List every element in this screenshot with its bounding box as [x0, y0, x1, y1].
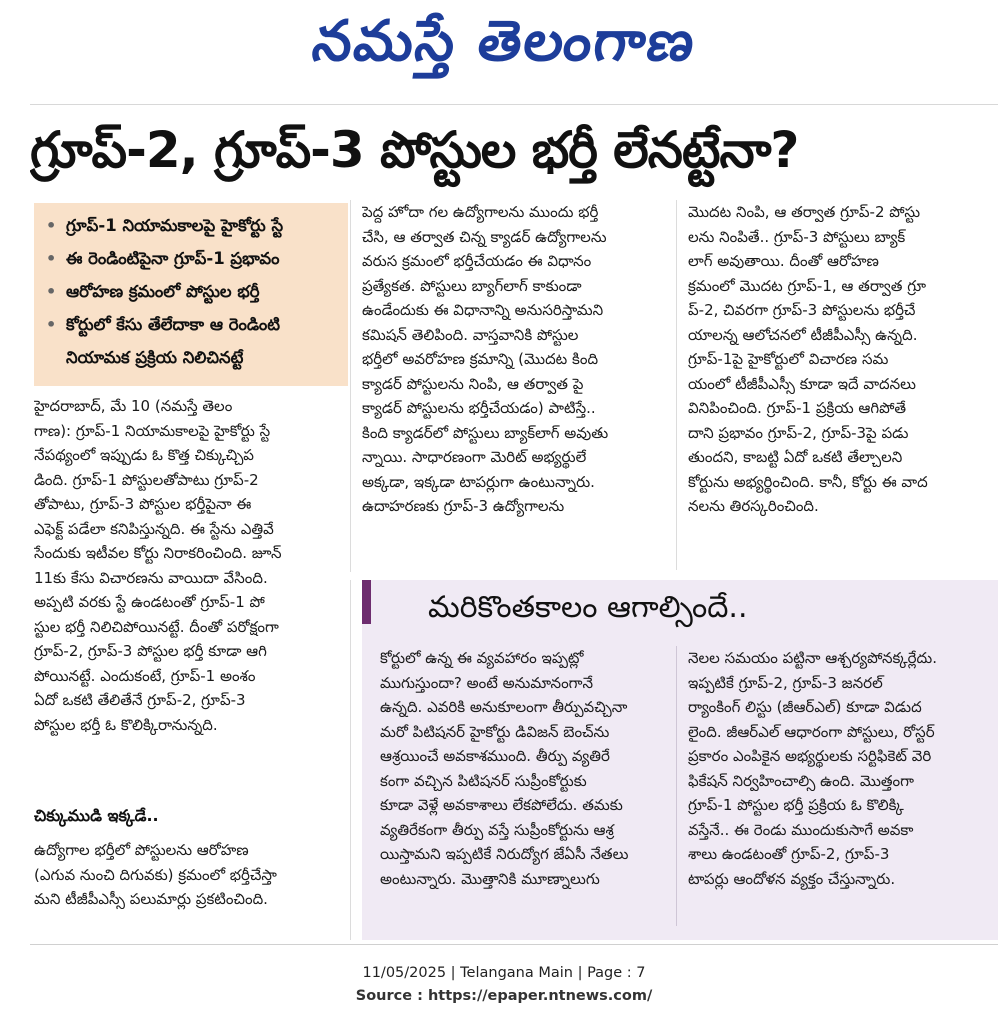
- text-line: తోపాటు, గ్రూప్‌-3 పోస్టుల భర్తీపైనా ఈ: [34, 495, 252, 513]
- highlight-item: [46, 308, 340, 341]
- masthead: [0, 0, 1008, 86]
- text-line: ఉదాహరణకు గ్రూప్‌-3 ఉద్యోగాలను: [362, 497, 565, 515]
- box-accent-bar: [362, 580, 371, 624]
- box-column-left: [380, 646, 676, 891]
- top-divider: [30, 104, 998, 105]
- text-line: యంలో టీజీపీఎస్సీ కూడా ఇదే వాదనలు: [688, 374, 916, 393]
- text-line: మొదట నింపి, ఆ తర్వాత గ్రూప్‌-2 పోస్టు: [688, 203, 921, 221]
- article-column-right: [688, 200, 983, 519]
- text-line: కోర్టులో ఉన్న ఈ వ్యవహారం ఇప్పట్లో: [380, 649, 584, 667]
- text-line: క్రమంలో మొదట గ్రూప్‌-1, ఆ తర్వాత గ్రూ: [688, 276, 926, 295]
- text-line: చేసి, ఆ తర్వాత చిన్న క్యాడర్‌ ఉద్యోగాలను: [362, 227, 607, 246]
- footer: [0, 962, 1008, 1008]
- highlight-text: ఆరోహణ క్రమంలో పోస్టుల భర్తీ: [66, 282, 260, 301]
- text-line: యాలన్న ఆలోచనలో టీజీపీఎస్సీ ఉన్నది.: [688, 325, 918, 344]
- bullet-icon: •: [46, 216, 57, 235]
- highlight-item: [46, 341, 340, 374]
- text-line: ప్‌-2, చివరగా గ్రూప్‌-3 పోస్టులను భర్తీచే: [688, 301, 916, 319]
- text-line: ర్యాంకింగ్‌ లిస్టు (జీఆర్‌ఎల్‌) కూడా విడుద: [688, 698, 922, 716]
- footer-date-line: 11/05/2025 | Telangana Main | Page : 7: [362, 965, 646, 981]
- text-line: ఇప్పటికే గ్రూప్‌-2, గ్రూప్‌-3 జనరల్‌: [688, 673, 883, 692]
- highlight-item: [46, 242, 340, 275]
- column-divider: [350, 580, 351, 940]
- text-line: స్టుల భర్తీ నిలిచిపోయినట్టే. దీంతో పరోక్షంగా: [34, 617, 279, 636]
- text-line: అంటున్నారు. మొత్తానికి మూణ్నాలుగు: [380, 869, 600, 888]
- text-line: నలను తిరస్కరించింది.: [688, 497, 819, 515]
- footer-source-line: Source : https://epaper.ntnews.com/: [355, 988, 653, 1004]
- text-line: క్యాడర్‌ పోస్టులను నింపి, ఆ తర్వాత పై: [362, 374, 584, 393]
- bullet-icon: •: [46, 315, 57, 334]
- text-line: పోయినట్టే. ఎందుకంటే, గ్రూప్‌-1 అంశం: [34, 666, 256, 685]
- text-line: వినిపించింది. గ్రూప్‌-1 ప్రక్రియ ఆగిపోతే: [688, 399, 907, 417]
- text-line: ఉన్నది. ఎవరికి అనుకూలంగా తీర్పువచ్చినా: [380, 698, 628, 716]
- text-line: వరుస క్రమంలో భర్తీచేయడం ఈ విధానం: [362, 252, 592, 270]
- article-column-middle: [362, 200, 662, 519]
- text-line: ఏదో ఒకటి తేలితేనే గ్రూప్‌-2, గ్రూప్‌-3: [34, 691, 246, 709]
- text-line: అప్పటి వరకు స్టే ఉండటంతో గ్రూప్‌-1 పో: [34, 593, 265, 611]
- text-line: ఆశ్రయించే అవకాశముంది. తీర్పు వ్యతిరే: [380, 747, 610, 765]
- text-line: వ్యతిరేకంగా తీర్పు వస్తే సుప్రీంకోర్టును ఆశ్ర: [380, 820, 614, 839]
- text-line: హైదరాబాద్‌, మే 10 (నమస్తే తెలం: [34, 397, 233, 415]
- text-line: నేపథ్యంలో ఇప్పుడు ఓ కొత్త చిక్కుచ్చిప: [34, 446, 254, 464]
- text-line: యిస్తామని ఇప్పటికే నిరుద్యోగ జేఏసీ నేతలు: [380, 845, 629, 863]
- article-column-left-continued: [34, 838, 336, 912]
- text-line: ఉద్యోగాల భర్తీలో పోస్టులను ఆరోహణ: [34, 841, 249, 859]
- text-line: ముగుస్తుందా? అంటే అనుమానంగానే: [380, 673, 594, 692]
- highlights-list: [46, 209, 340, 374]
- article-headline: గ్రూప్‌-2, గ్రూప్‌-3 పోస్టుల భర్తీ లేనట్టేనా?: [30, 121, 799, 179]
- highlight-text: గ్రూప్‌-1 నియామకాలపై హైకోర్టు స్టే: [66, 216, 284, 235]
- text-line: కమిషన్‌ తెలిపింది. వాస్తవానికి పోస్టుల: [362, 325, 579, 344]
- column-divider: [350, 200, 351, 572]
- text-line: పోస్టుల భర్తీ ఓ కొలిక్కిరానున్నది.: [34, 715, 218, 734]
- text-line: పెద్ద హోదా గల ఉద్యోగాలను ముందు భర్తీ: [362, 203, 599, 221]
- text-line: (ఎగువ నుంచి దిగువకు) క్రమంలో భర్తీచేస్తా: [34, 865, 277, 884]
- text-line: క్యాడర్‌ పోస్టులను భర్తీచేయడం) పాటిస్తే..: [362, 399, 596, 417]
- box-column-right: [688, 646, 984, 891]
- highlight-item: [46, 209, 340, 242]
- text-line: ఫికేషన్‌ నిర్వహించాల్సి ఉంది. మొత్తంగా: [688, 771, 914, 790]
- subheading-chikkumudi: చిక్కుముడి ఇక్కడే..: [34, 806, 159, 825]
- text-line: 11కు కేసు విచారణను వాయిదా వేసింది.: [34, 568, 268, 587]
- highlight-item: [46, 275, 340, 308]
- text-line: లైంది. జీఆర్‌ఎల్‌ ఆధారంగా పోస్టులు, రోస్టర్‌: [688, 722, 935, 741]
- bullet-icon: •: [46, 249, 57, 268]
- highlight-text: కోర్టులో కేసు తేలేదాకా ఆ రెండింటి: [66, 315, 280, 334]
- box-title: మరికొంతకాలం ఆగాల్సిందే..: [428, 590, 748, 625]
- text-line: న్నాయి. సాధారణంగా మెరిట్‌ అభ్యర్థులే: [362, 448, 587, 466]
- text-line: ప్రకారం ఎంపికైన అభ్యర్థులకు సర్టిఫికెట్‌ వెరి: [688, 747, 932, 765]
- text-line: ఎఫెక్ట్‌ పడేలా కనిపిస్తున్నది. ఈ స్టేను ఎత్తివే: [34, 519, 274, 538]
- text-line: మని టీజీపీఎస్సీ పలుమార్లు ప్రకటించింది.: [34, 890, 268, 908]
- text-line: ప్రత్యేకత. పోస్టులు బ్యాగ్‌లాగ్‌ కాకుండా: [362, 276, 582, 295]
- bullet-icon: •: [46, 282, 57, 301]
- text-line: డింది. గ్రూప్‌-1 పోస్టులతోపాటు గ్రూప్‌-2: [34, 470, 259, 489]
- box-column-divider: [676, 646, 677, 926]
- text-line: మరో పిటిషనర్‌ హైకోర్టు డివిజన్‌ బెంచ్‌ను: [380, 722, 610, 741]
- text-line: కోర్టును అభ్యర్థించింది. కానీ, కోర్టు ఈ వాద: [688, 472, 928, 491]
- newspaper-title: నమస్తే తెలంగాణ: [308, 9, 701, 74]
- article-column-left: [34, 394, 336, 737]
- text-line: తుందని, కాబట్టి ఏదో ఒకటి తేల్చాలని: [688, 448, 903, 466]
- text-line: ఉండేందుకు ఈ విధానాన్ని అనుసరిస్తామని: [362, 301, 604, 319]
- column-divider: [676, 200, 677, 570]
- text-line: అక్కడా, ఇక్కడా టాపర్లుగా ఉంటున్నారు.: [362, 472, 595, 491]
- text-line: భర్తీలో అవరోహణ క్రమాన్ని (మొదట కింది: [362, 350, 599, 368]
- text-line: వస్తేనే.. ఈ రెండు ముందుకుసాగే అవకా: [688, 820, 914, 839]
- text-line: గ్రూప్‌-1 పోస్టుల భర్తీ ప్రక్రియ ఓ కొలిక్కి: [688, 796, 904, 814]
- highlight-text: ఈ రెండింటిపైనా గ్రూప్‌-1 ప్రభావం: [66, 249, 280, 268]
- text-line: లను నింపితే.. గ్రూప్‌-3 పోస్టులు బ్యాక్‌: [688, 227, 906, 246]
- bottom-divider: [30, 944, 998, 945]
- highlights-box: [34, 203, 348, 386]
- text-line: కూడా వెళ్లే అవకాశాలు లేకపోలేదు. తమకు: [380, 796, 623, 814]
- text-line: కింది క్యాడర్‌లో పోస్టులు బ్యాక్‌లాగ్‌ అవుతు: [362, 423, 609, 442]
- highlight-text: నియామక ప్రక్రియ నిలిచినట్టే: [66, 348, 244, 367]
- text-line: గ్రూప్‌-2, గ్రూప్‌-3 పోస్టుల భర్తీ కూడా ఆగి: [34, 642, 267, 660]
- text-line: నెలల సమయం పట్టినా ఆశ్చర్యపోనక్కర్లేదు.: [688, 649, 938, 667]
- text-line: దాని ప్రభావం గ్రూప్‌-2, గ్రూప్‌-3పై పడు: [688, 423, 909, 442]
- text-line: సేందుకు ఇటీవల కోర్టు నిరాకరించింది. జూన్‌: [34, 544, 282, 562]
- text-line: లాగ్‌ అవుతాయి. దీంతో ఆరోహణ: [688, 252, 879, 270]
- text-line: గ్రూప్‌-1పై హైకోర్టులో విచారణ సమ: [688, 350, 889, 368]
- text-line: గాణ): గ్రూప్‌-1 నియామకాలపై హైకోర్టు స్టే: [34, 421, 271, 440]
- text-line: శాలు ఉండటంతో గ్రూప్‌-2, గ్రూప్‌-3: [688, 845, 890, 863]
- text-line: కంగా వచ్చిన పిటిషనర్‌ సుప్రీంకోర్టుకు: [380, 771, 587, 790]
- text-line: టాపర్లు ఆందోళన వ్యక్తం చేస్తున్నారు.: [688, 869, 896, 888]
